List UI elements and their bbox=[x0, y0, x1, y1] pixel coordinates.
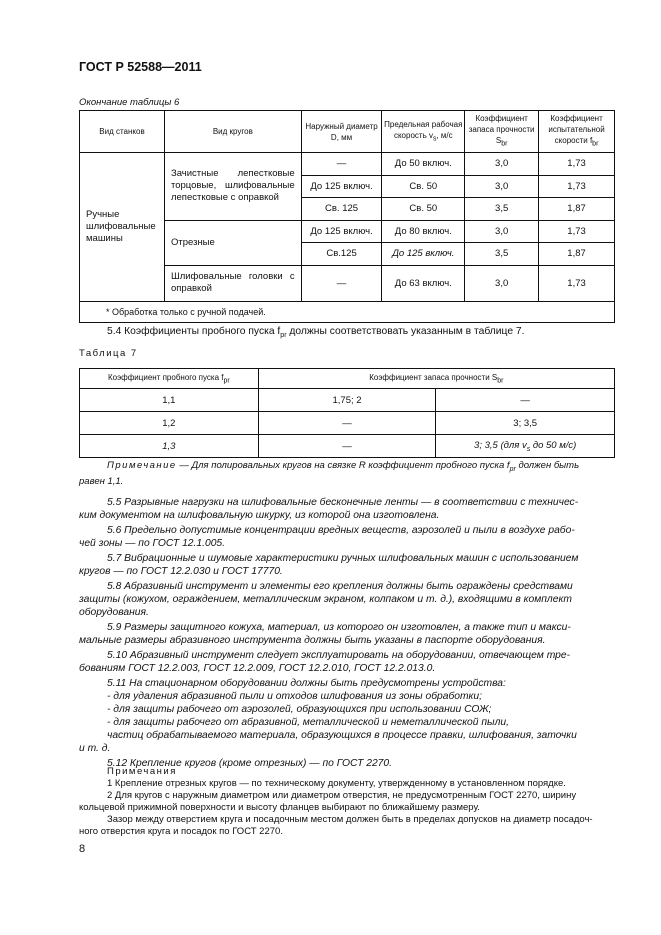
table6-header-test: Коэффициент испытательной скорости $f_{br}$ bbox=[539, 111, 615, 153]
table7-label: Таблица 7 bbox=[79, 348, 138, 359]
table6-machine-cell: Ручные шлифовальные машины bbox=[80, 153, 165, 302]
table-cell: — bbox=[258, 412, 436, 435]
table-cell: 1,73 bbox=[539, 220, 615, 243]
page-number: 8 bbox=[79, 843, 86, 855]
table7-header-safety: Коэффициент запаса прочности $S_{br}$ bbox=[258, 369, 614, 389]
table-cell: Св. 50 bbox=[382, 175, 465, 198]
table-cell: — bbox=[301, 265, 382, 301]
notes-block: Примечания 1 Крепление отрезных кругов — по техническому документу, утвержденному в установленном порядке. 2 Для кругов с наружным диаметром или диаметром отверстия, не предусмотренным ГОСТ 2270, ширину кольцевой прижимной поверхности и высоту фланцев выбирают по ближайшему размеру. Зазор между отверстием круга и посадочным местом должен быть в пределах допусков на диаметр посадоч- ного отверстия круга и посадок по ГОСТ 2270. bbox=[79, 766, 593, 837]
table-cell: 1,87 bbox=[539, 243, 615, 266]
table-cell: 1,73 bbox=[539, 175, 615, 198]
table-cell: 1,3 bbox=[80, 435, 259, 458]
table-row bbox=[80, 412, 615, 435]
table7-header-trial: Коэффициент пробного пуска $f_{pr}$ bbox=[80, 369, 259, 389]
table-cell: До 80 включ. bbox=[382, 220, 465, 243]
table7-header-row bbox=[80, 369, 615, 389]
table7-note: Примечание — Для полировальных кругов на связке R коэффициент пробного пуска $f_{pr}$ должен быть равен 1,1. bbox=[79, 460, 580, 487]
table6-group-flap: Зачистные лепестковые торцовые, шлифовальные лепестковые с оправкой bbox=[164, 153, 301, 221]
table-cell: — bbox=[301, 153, 382, 176]
table-cell: 1,75; 2 bbox=[258, 389, 436, 412]
table6-header-speed: Предельная рабочая скорость $v_s$, м/с bbox=[382, 111, 465, 153]
table-cell: Св. 50 bbox=[382, 198, 465, 221]
table-cell: 1,1 bbox=[80, 389, 259, 412]
table-cell: 1,87 bbox=[539, 198, 615, 221]
table-cell: 1,2 bbox=[80, 412, 259, 435]
table-cell: — bbox=[258, 435, 436, 458]
table-cell: 3; 3,5 (для $v_s$ до 50 м/с) bbox=[436, 435, 615, 458]
table6-footnote-row bbox=[80, 301, 615, 322]
table-cell: 1,73 bbox=[539, 265, 615, 301]
table-row bbox=[80, 389, 615, 412]
table6-caption: Окончание таблицы 6 bbox=[79, 97, 180, 108]
table-cell: 3,0 bbox=[465, 265, 539, 301]
table-cell: До 50 включ. bbox=[382, 153, 465, 176]
table-cell: 3,0 bbox=[465, 220, 539, 243]
table-cell: 3,0 bbox=[465, 153, 539, 176]
body-paragraphs: 5.5 Разрывные нагрузки на шлифовальные бесконечные ленты — в соответствии с техничес- ким документом на шлифовальную шкурку, из которой она изготовлена. 5.6 Предельно допустимые концентрации вредных веществ, аэрозолей и пыли в воздухе рабо- чей зоны — по ГОСТ 12.1.005. 5.7 Вибрационные и шумовые характеристики ручных шлифовальных машин с использованием кругов — по ГОСТ 12.2.030 и ГОСТ 17770. 5.8 Абразивный инструмент и элементы его крепления должны быть ограждены средствами защиты (кожухом, ограждением, металлическим экраном, колпаком и т. д.), входящими в комплект оборудования. 5.9 Размеры защитного кожуха, материал, из которого он изготовлен, а также тип и макси- мальные размеры абразивного инструмента должны быть указаны в паспорте оборудования. 5.10 Абразивный инструмент следует эксплуатировать на оборудовании, отвечающем тре- бованиям ГОСТ 12.2.003, ГОСТ 12.2.009, ГОСТ 12.2.010, ГОСТ 12.2.013.0. 5.11 На стационарном оборудовании должны быть предусмотрены устройства: - для удаления абразивной пыли и отходов шлифования из зоны обработки; - для защиты рабочего от аэрозолей, образующихся при использовании СОЖ; - для защиты рабочего от абразивной, металлической и неметаллической пыли, частиц обрабатываемого материала, образующихся в процессе правки, шлифования, заточки и т. д. 5.12 Крепление кругов (кроме отрезных) — по ГОСТ 2270. bbox=[79, 497, 579, 769]
table6-header-diameter: Наружный диаметр D, мм bbox=[301, 111, 382, 153]
table-cell: До 63 включ. bbox=[382, 265, 465, 301]
table-row bbox=[80, 435, 615, 458]
table-cell: Св.125 bbox=[301, 243, 382, 266]
table6-footnote: * Обработка только с ручной подачей. bbox=[80, 301, 615, 322]
table6-group-cutoff: Отрезные bbox=[164, 220, 301, 265]
table-cell: 3; 3,5 bbox=[436, 412, 615, 435]
table6-header-row bbox=[80, 111, 615, 153]
table7 bbox=[79, 368, 615, 458]
table-cell: — bbox=[436, 389, 615, 412]
table-cell: 3,5 bbox=[465, 243, 539, 266]
table-row bbox=[80, 153, 615, 176]
table6-header-wheel: Вид кругов bbox=[164, 111, 301, 153]
table-cell: 3,5 bbox=[465, 198, 539, 221]
table-cell: До 125 включ. bbox=[301, 175, 382, 198]
table6-header-safety: Коэффициент запаса прочности $S_{br}$ bbox=[465, 111, 539, 153]
table-cell: До 125 включ. bbox=[382, 243, 465, 266]
document-header: ГОСТ Р 52588—2011 bbox=[79, 60, 202, 74]
table-cell: До 125 включ. bbox=[301, 220, 382, 243]
table6 bbox=[79, 110, 615, 323]
table6-group-heads: Шлифовальные головки с оправкой bbox=[164, 265, 301, 301]
table6-header-machine: Вид станков bbox=[80, 111, 165, 153]
table-cell: 1,73 bbox=[539, 153, 615, 176]
table-cell: 3,0 bbox=[465, 175, 539, 198]
table-cell: Св. 125 bbox=[301, 198, 382, 221]
para-5-4: 5.4 Коэффициенты пробного пуска $f_{pr}$ должны соответствовать указанным в таблице 7. bbox=[107, 326, 525, 340]
